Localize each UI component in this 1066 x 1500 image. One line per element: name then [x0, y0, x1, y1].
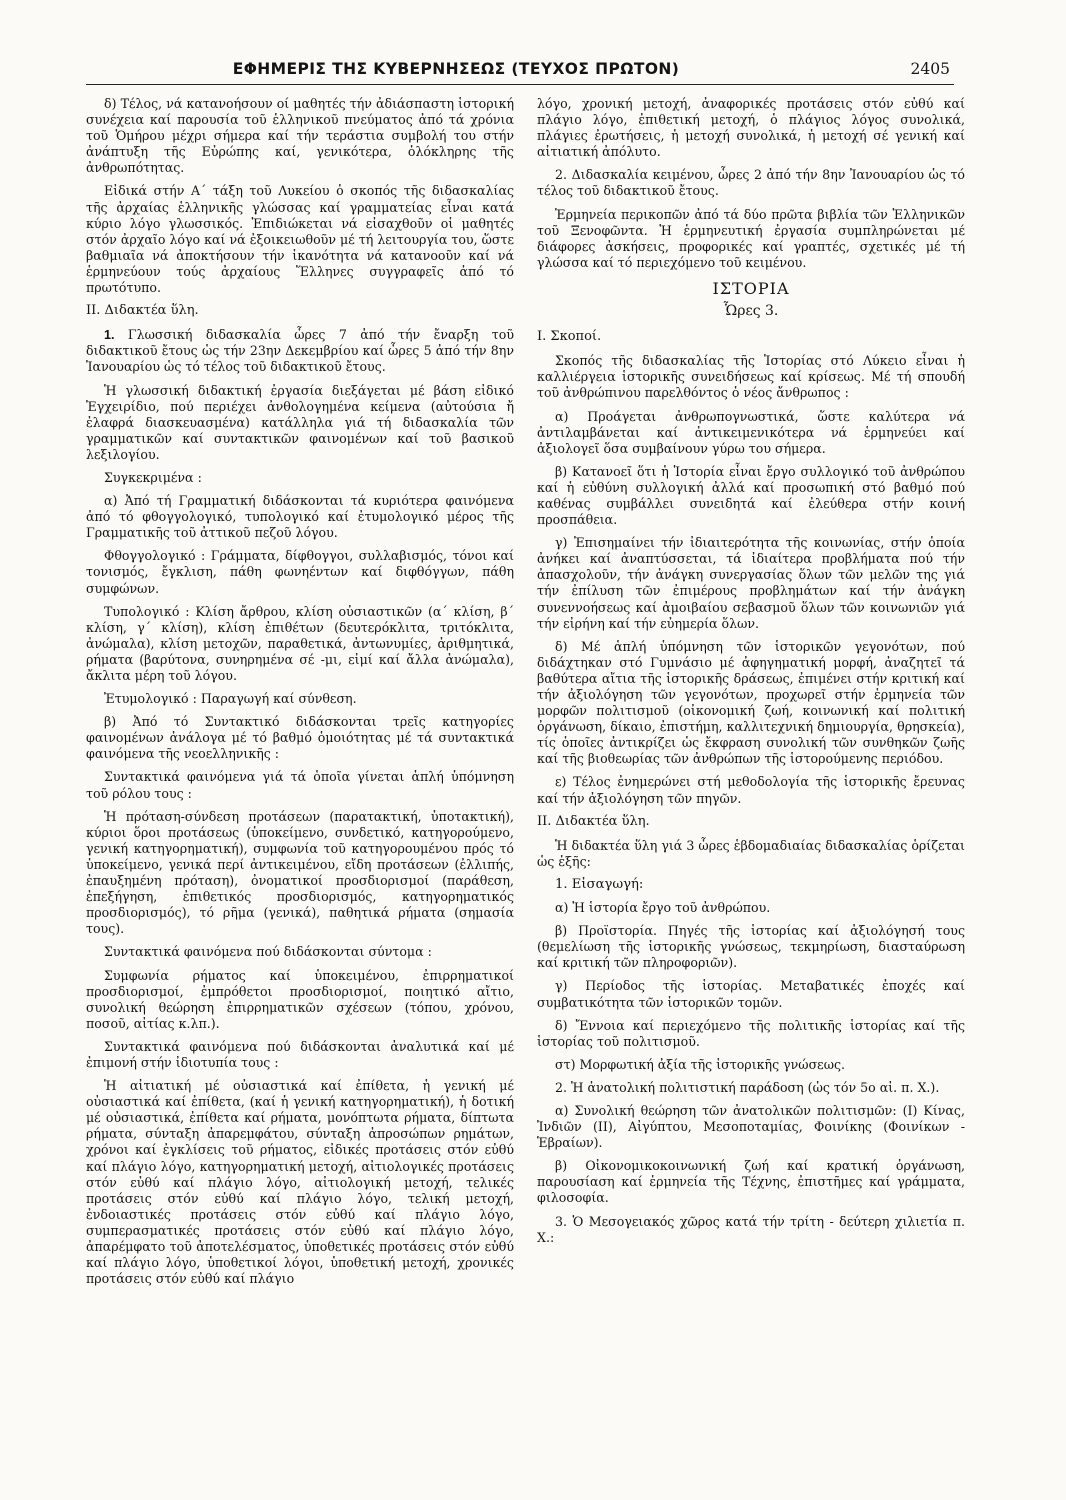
paragraph: β) Κατανοεῖ ὅτι ἡ Ἱστορία εἶναι ἔργο συλλογικό τοῦ ἀνθρώπου καί ἡ εὐθύνη συλλογική ἀλλά καί προσωπική στό βαθμό πού καθένας συμβάλλει συνειδητά καί ἐλεύθερα στήν κοινή προσπάθεια. — [537, 463, 965, 528]
paragraph: Ἡ αἰτιατική μέ οὐσιαστικά καί ἐπίθετα, ἡ γενική μέ οὐσιαστικά καί ἐπίθετα, (καί ἡ γενική κατηγορηματική), ἡ δοτική μέ οὐσιαστικά, ἐπίθετα καί ρήματα, μονόπτωτα ρήματα, δίπτωτα ρήματα, σύνταξη ἀπαρεμφάτου, σύνταξη ἀπροσώπων ρημάτων, χρόνοι καί ἐγκλίσεις τοῦ ρήματος, εἰδικές προτάσεις στόν εὐθύ καί πλάγιο λόγο, κατηγορηματική μετοχή, αἰτιολογικές προτάσεις στόν εὐθύ καί πλάγιο λόγο, αἰτιολογική μετοχή, τελικές προτάσεις στόν εὐθύ καί πλάγιο λόγο, τελική μετοχή, ἐνδοιαστικές προτάσεις στόν εὐθύ καί πλάγιο λόγο, συμπερασματικές προτάσεις στόν εὐθύ καί πλάγιο λόγο, ἀπαρέμφατο τοῦ ἀποτελέσματος, ὑποθετικές προτάσεις στόν εὐθύ καί πλάγιο λόγο, ὑποθετικοί λόγοι, ὑποθετική μετοχή, χρονικές προτάσεις στόν εὐθύ καί πλάγιο — [86, 1078, 514, 1287]
paragraph: α) Προάγεται ἀνθρωπογνωστικά, ὥστε καλύτερα νά ἀντιλαμβάνεται καί ἀντικειμενικότερα νά ἑρμηνεύει καί ἀξιολογεῖ ὅσα συμβαίνουν γύρω του σήμερα. — [537, 408, 965, 456]
paragraph: 3. Ὁ Μεσογειακός χῶρος κατά τήν τρίτη - δεύτερη χιλιετία π. Χ.: — [537, 1213, 965, 1245]
page-number: 2405 — [910, 60, 950, 78]
list-item: α) Συνολική θεώρηση τῶν ἀνατολικῶν πολιτισμῶν: (Ι) Κίνας, Ἰνδιῶν (ΙΙ), Αἰγύπτου, Μεσοποταμίας, Φοινίκης (Φοινίκων - Ἑβραίων). — [537, 1102, 965, 1151]
paragraph: Ἐτυμολογικό : Παραγωγή καί σύνθεση. — [104, 691, 357, 707]
paragraph: ε) Τέλος ἐνημερώνει στή μεθοδολογία τῆς ἱστορικῆς ἔρευνας καί τήν ἀξιολόγηση τῶν πηγῶν. — [537, 774, 965, 806]
paragraph: λόγο, χρονική μετοχή, ἀναφορικές προτάσεις στόν εὐθύ καί πλάγιο λόγο, ἐπιθετική μετοχή, ὁ πλάγιος λόγος συνολικά, πλάγιες ἐρωτήσεις, ἡ μετοχή συνολικά, ἡ μετοχή σέ γενική καί αἰτιατική ἀπόλυτο. — [537, 96, 965, 160]
paragraph: Σκοπός τῆς διδασκαλίας τῆς Ἱστορίας στό Λύκειο εἶναι ἡ καλλιέργεια ἱστορικῆς συνειδήσεως καί κρίσεως. Μέ τή σπουδή τοῦ ἀνθρώπινου παρελθόντος ὁ νέος ἄνθρωπος : — [537, 353, 965, 401]
paragraph: Συγκεκριμένα : — [104, 469, 202, 485]
paragraph: α) Ἀπό τή Γραμματική διδάσκονται τά κυριότερα φαινόμενα ἀπό τό φθογγολογικό, τυπολογικό καί ἐτυμολογικό μέρος τῆς Γραμματικῆς τοῦ ἀττικοῦ πεζοῦ λόγου. — [86, 493, 514, 541]
paragraph: δ) Τέλος, νά κατανοήσουν οί μαθητές τήν ἀδιάσπαστη ἱστορική συνέχεια καί παρουσία τοῦ ἑλληνικοῦ πνεύματος ἀπό τά χρόνια τοῦ Ὁμήρου μέχρι σήμερα καί τήν τεράστια συμβολή του στήν ἀνάπτυξη τῆς Εὐρώπης καί, γενικότερα, ὁλόκληρης τῆς ἀνθρωπότητας. — [86, 96, 514, 176]
paragraph: Τυπολογικό : Κλίση ἄρθρου, κλίση οὐσιαστικῶν (α΄ κλίση, β΄ κλίση, γ΄ κλίση), κλίση ἐπιθέτων (δευτερόκλιτα, τριτόκλιτα, ἀνώμαλα), κλίση μετοχῶν, παραθετικά, ἀντωνυμίες, ἀριθμητικά, ρήματα (βαρύτονα, συνηρημένα σέ -μι, εἰμί καί ἄλλα ἀνώμαλα), ἄκλιτα μέρη τοῦ λόγου. — [86, 603, 514, 683]
paragraph: β) Ἀπό τό Συντακτικό διδάσκονται τρεῖς κατηγορίες φαινομένων ἀνάλογα μέ τό βαθμό ὁμοιότητας μέ τά συντακτικά φαινόμενα τῆς νεοελληνικῆς : — [86, 714, 514, 762]
page-header — [86, 60, 954, 85]
section-heading: Ι. Σκοποί. — [537, 329, 602, 345]
subheading: 1. Εἰσαγωγή: — [555, 876, 644, 892]
item-text: Γλωσσική διδασκαλία ὧρες 7 ἀπό τήν ἔναρξη τοῦ διδακτικοῦ ἔτους ὡς τήν 23ην Δεκεμβρίου καί ὧρες 5 ἀπό τήν 8ην Ἰανουαρίου ὡς τό τέλος τοῦ διδακτικοῦ ἔτους. — [86, 327, 514, 375]
right-column — [537, 96, 965, 1466]
gazette-title: ΕΦΗΜΕΡΙΣ ΤΗΣ ΚΥΒΕΡΝΗΣΕΩΣ (ΤΕΥΧΟΣ ΠΡΩΤΟΝ) — [232, 60, 680, 78]
paragraph: Εἰδικά στήν Α΄ τάξη τοῦ Λυκείου ὁ σκοπός τῆς διδασκαλίας τῆς ἀρχαίας ἑλληνικῆς γλώσσας καί γραμματείας εἶναι κατά κύριο λόγο γλωσσικός. Ἐπιδιώκεται νά εἰσαχθοῦν οἱ μαθητές στόν ἀρχαῖο λόγο καί νά ἐξοικειωθοῦν μέ τή λειτουργία του, ὥστε βαθμιαῖα νά ἀποκτήσουν τήν ἱκανότητα νά κατανοοῦν καί νά ἑρμηνεύουν τούς ἀρχαίους Ἕλληνες συγγραφεῖς ἀπό τό πρωτότυπο. — [86, 183, 514, 296]
hours-label: Ὧρες 3. — [723, 303, 779, 320]
paragraph: Συντακτικά φαινόμενα πού διδάσκονται σύντομα : — [104, 944, 432, 960]
list-item: γ) Περίοδος τῆς ἱστορίας. Μεταβατικές ἐποχές καί συμβατικότητα τῶν ἱστορικῶν τομῶν. — [537, 978, 965, 1010]
list-item: δ) Ἔννοια καί περιεχόμενο τῆς πολιτικῆς ἱστορίας καί τῆς ἱστορίας τοῦ πολιτισμοῦ. — [537, 1017, 965, 1049]
paragraph: Ἑρμηνεία περικοπῶν ἀπό τά δύο πρῶτα βιβλία τῶν Ἑλληνικῶν τοῦ Ξενοφῶντα. Ἡ ἑρμηνευτική ἐργασία συμπληρώνεται μέ διάφορες ἀσκήσεις, προφορικές καί γραπτές, σχετικές μέ τή γλώσσα καί τό περιεχόμενο τοῦ κειμένου. — [537, 206, 965, 270]
section-title-history: ΙΣΤΟΡΙΑ — [712, 278, 790, 298]
item-number: 1. — [104, 328, 115, 343]
paragraph: Φθογγολογικό : Γράμματα, δίφθογγοι, συλλαβισμός, τόνοι καί τονισμός, ἔγκλιση, πάθη φωνηέντων καί διφθόγγων, πάθη συμφώνων. — [86, 548, 514, 596]
paragraph: Συντακτικά φαινόμενα πού διδάσκονται ἀναλυτικά καί μέ ἐπιμονή στήν ἰδιοτυπία τους : — [86, 1038, 514, 1070]
paragraph: γ) Ἐπισημαίνει τήν ἰδιαιτερότητα τῆς κοινωνίας, στήν ὁποία ἀνήκει καί ἀναπτύσσεται, τά ἰδιαίτερα προβλήματα πού τήν ἀπασχολοῦν, τήν ἀνάγκη συνεργασίας ὅλων τῶν μελῶν της γιά τήν ἐπίλυση τῶν ἐπιμέρους προβλημάτων καί τήν ἀνάγκη συνεννοήσεως καί ἀμοιβαίου σεβασμοῦ ὅλων τῶν κοινωνιῶν γιά τήν εἰρήνη καί τήν εὐημερία ὅλων. — [537, 535, 965, 631]
paragraph: 2. Διδασκαλία κειμένου, ὧρες 2 ἀπό τήν 8ην Ἰανουαρίου ὡς τό τέλος τοῦ διδακτικοῦ ἔτους. — [537, 167, 965, 199]
section-heading: ΙΙ. Διδακτέα ὕλη. — [537, 813, 650, 829]
paragraph: 2. Ἡ ἀνατολική πολιτιστική παράδοση (ὡς τόν 5ο αἰ. π. Χ.). — [555, 1079, 940, 1095]
list-item: β) Οἰκονομικοκοινωνική ζωή καί κρατική ὀργάνωση, παρουσίαση καί ἑρμηνεία τῆς Τέχνης, ἐπιστῆμες καί γράμματα, φιλοσοφία. — [537, 1158, 965, 1206]
paragraph: Ἡ πρόταση-σύνδεση προτάσεων (παρατακτική, ὑποτακτική), κύριοι ὅροι προτάσεως (ὑποκείμενο, συνδετικό, κατηγορούμενο, γενική κατηγορηματική), συμφωνία τοῦ κατηγορουμένου πρός τό ὑποκείμενο, γενικά περί ἀντικειμένου, εἴδη προτάσεων (ἐλλιπής, ἐπαυξημένη πρόταση), ὀνοματικοί προσδιορισμοί (παράθεση, ἐπεξήγηση, ἐπιθετικός προσδιορισμός, κατηγορηματικός προσδιορισμός), τό ρῆμα (γενικά), παθητικά ρήματα (σημασία τους). — [86, 808, 514, 937]
list-item: α) Ἡ ἱστορία ἔργο τοῦ ἀνθρώπου. — [555, 900, 771, 916]
paragraph: Ἡ γλωσσική διδακτική ἐργασία διεξάγεται μέ βάση εἰδικό Ἐγχειρίδιο, πού περιέχει ἀνθολογημένα κείμενα (αὐτούσια ἤ ἐλαφρά διασκευασμένα) κατάλληλα γιά τή διδασκαλία τῶν γραμματικῶν καί συντακτικῶν φαινομένων καί τοῦ βασικοῦ λεξιλογίου. — [86, 382, 514, 462]
numbered-item — [86, 327, 514, 375]
list-item: στ) Μορφωτική ἀξία τῆς ἱστορικῆς γνώσεως. — [555, 1056, 846, 1072]
paragraph: Συντακτικά φαινόμενα γιά τά ὁποῖα γίνεται ἁπλή ὑπόμνηση τοῦ ρόλου τους : — [86, 769, 514, 801]
list-item: β) Προϊστορία. Πηγές τῆς ἱστορίας καί ἀξιολόγησή τους (θεμελίωση τῆς ἱστορικῆς γνώσεως, τεκμηρίωση, διασταύρωση καί κριτική τῶν πληροφοριῶν). — [537, 923, 965, 971]
paragraph: Ἡ διδακτέα ὕλη γιά 3 ὧρες ἑβδομαδιαίας διδασκαλίας ὁρίζεται ὡς ἑξῆς: — [537, 837, 965, 869]
left-column — [86, 96, 514, 1466]
paragraph: Συμφωνία ρήματος καί ὑποκειμένου, ἐπιρρηματικοί προσδιορισμοί, ἐμπρόθετοι προσδιορισμοί, ποιητικό αἴτιο, συνολική θεώρηση ἐπιρρηματικῶν σχέσεων (τόπου, χρόνου, ποσοῦ, αἰτίας κ.λπ.). — [86, 967, 514, 1031]
paragraph: δ) Μέ ἁπλή ὑπόμνηση τῶν ἱστορικῶν γεγονότων, πού διδάχτηκαν στό Γυμνάσιο μέ ἀφηγηματική μορφή, ἀναζητεῖ τά βαθύτερα αἴτια τῆς ἱστορικῆς δράσεως, ἐπιμένει στήν κριτική καί τήν ἀξιολόγηση τῶν γεγονότων, προχωρεῖ στήν ἑρμηνεία τῶν μορφῶν πολιτισμοῦ (οἰκονομική ζωή, κοινωνική καί πολιτική ὀργάνωση, δίκαιο, ἐπιστήμη, καλλιτεχνική δημιουργία, θρησκεία), τίς ὁποῖες ἀντικρίζει ὡς ἔκφραση συνολική τῶν συνθηκῶν ζωῆς καί τῆς βιοθεωρίας τῶν ἀνθρώπων τῆς ἱστορούμενης περιόδου. — [537, 638, 965, 767]
section-heading: ΙΙ. Διδακτέα ὕλη. — [86, 303, 199, 319]
